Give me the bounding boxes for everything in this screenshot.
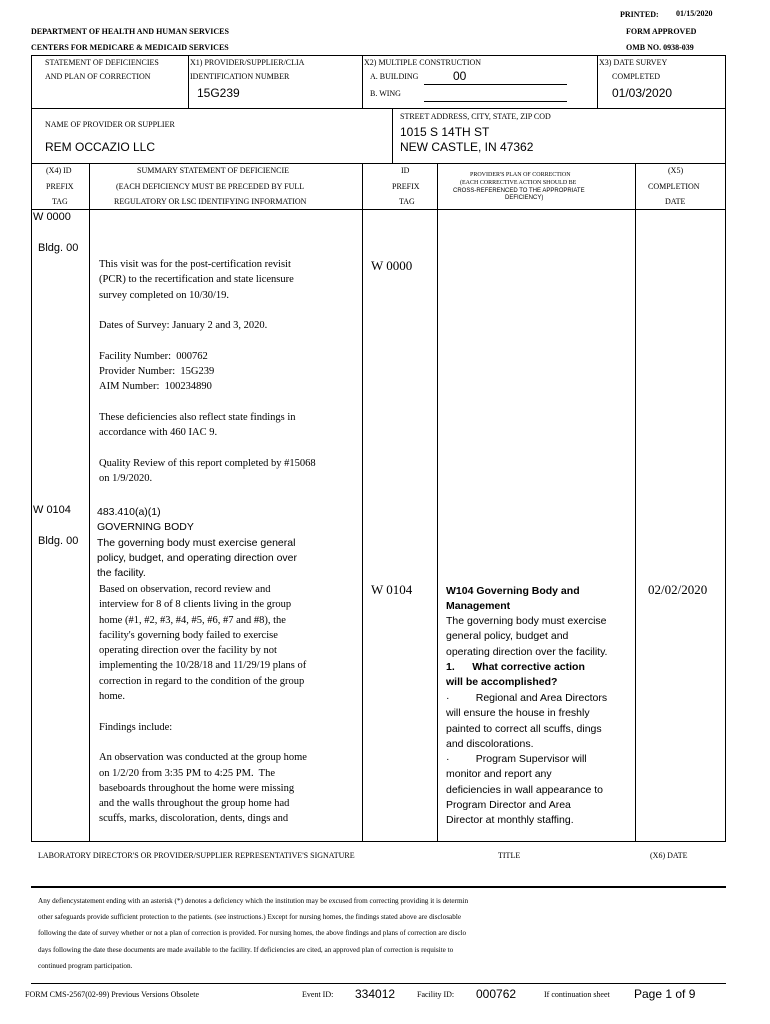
x1-label: X1) PROVIDER/SUPPLIER/CLIA xyxy=(190,58,305,67)
wing-label: B. WING xyxy=(370,89,401,98)
address-line-2: NEW CASTLE, IN 47362 xyxy=(400,140,534,154)
summary-header-1: SUMMARY STATEMENT OF DEFICIENCIE xyxy=(137,166,290,175)
disclaimer-text: Any defiencystatement ending with an asterisk (*) denotes a deficiency which the institution may be excused from correcting providing it is determin other safeguards provide sufficient protection to the patients. (see instructions.) Except for nursing homes, the findings stated above are disclosable following the date of survey whether or not a plan of correction is provided. For nursing homes, the above findings and plans of correction are disclo days following the date these documents are made available to the facility. If deficiencies are cited, an approved plan of correction is requisite to continued program participation. xyxy=(38,897,469,970)
x3-label-2: COMPLETED xyxy=(612,72,660,81)
x1-label-2: IDENTIFICATION NUMBER xyxy=(190,72,290,81)
deficiency-text-1: This visit was for the post-certification revisit (PCR) to the recertification and state licensure survey completed on 10/30/19. Dates of Survey: January 2 and 3, 2020. Facility Number: 000762 Provider Number: 15G239 AIM Number: 100234890 These deficiencies also reflect state findings in accordance with 460 IAC 9. Quality Review of this report completed by #15068 on 1/9/2020. xyxy=(99,259,316,485)
form-approved: FORM APPROVED xyxy=(626,27,697,36)
event-id-label: Event ID: xyxy=(302,990,334,999)
provider-name: REM OCCAZIO LLC xyxy=(45,140,156,154)
plan-body-1: The governing body must exercise general policy, budget and operating direction over the facility. xyxy=(446,615,608,658)
prefix-tag-w0104: W 0104 xyxy=(33,504,71,516)
building-tag-2: Bldg. 00 xyxy=(38,535,79,547)
x5-header-1: (X5) xyxy=(668,166,684,175)
printed-date: 01/15/2020 xyxy=(676,9,713,18)
department-heading: DEPARTMENT OF HEALTH AND HUMAN SERVICES xyxy=(31,27,229,36)
provider-name-label: NAME OF PROVIDER OR SUPPLIER xyxy=(45,120,175,129)
address-label: STREET ADDRESS, CITY, STATE, ZIP COD xyxy=(400,112,551,121)
printed-label: PRINTED: xyxy=(620,10,659,19)
event-id-value: 334012 xyxy=(355,987,396,1001)
x5-header-3: DATE xyxy=(665,197,686,206)
facility-id-value: 000762 xyxy=(476,987,517,1001)
plan-header-3: CROSS-REFERENCED TO THE APPROPRIATE xyxy=(453,188,585,194)
completion-date: 02/02/2020 xyxy=(648,582,708,597)
survey-completed-date: 01/03/2020 xyxy=(612,86,673,100)
title-label: TITLE xyxy=(498,851,521,860)
plan-title: W104 Governing Body and Management xyxy=(446,585,580,613)
omb-number: OMB NO. 0938-039 xyxy=(626,43,694,52)
plan-header-1: PROVIDER'S PLAN OF CORRECTION xyxy=(470,172,571,178)
regulation-text: 483.410(a)(1) GOVERNING BODY The governing body must exercise general policy, budget, and operating direction over the facility. xyxy=(97,506,298,580)
id-header-3: TAG xyxy=(399,197,415,206)
plan-label: AND PLAN OF CORRECTION xyxy=(45,72,151,81)
statement-label: STATEMENT OF DEFICIENCIES xyxy=(45,58,159,67)
building-tag-1: Bldg. 00 xyxy=(38,242,79,254)
x6-date-label: (X6) DATE xyxy=(650,851,688,860)
x4-header-2: PREFIX xyxy=(46,182,74,191)
address-line-1: 1015 S 14TH ST xyxy=(400,125,490,139)
form-number: FORM CMS-2567(02-99) Previous Versions Obsolete xyxy=(25,990,200,999)
signature-label: LABORATORY DIRECTOR'S OR PROVIDER/SUPPLIER REPRESENTATIVE'S SIGNATURE xyxy=(38,851,355,860)
x4-header-3: TAG xyxy=(52,197,68,206)
prefix-tag-w0000: W 0000 xyxy=(33,211,71,223)
plan-body-2: · Regional and Area Directors will ensure the house in freshly painted to correct all scuffs, dings and discolorations. · Program Supervisor will monitor and report any deficiencies in wall appearance to Program Director and Area Director at monthly staffing. xyxy=(446,692,608,827)
x4-header-1: (X4) ID xyxy=(46,166,72,175)
provider-number: 15G239 xyxy=(197,86,240,100)
plan-header-4: DEFICIENCY) xyxy=(505,195,544,201)
summary-header-2: (EACH DEFICIENCY MUST BE PRECEDED BY FULL xyxy=(116,182,305,191)
deficiency-text-2: Based on observation, record review and interview for 8 of 8 clients living in the group home (#1, #2, #3, #4, #5, #6, #7 and #8), the facility's governing body failed to exercise operating direction over the facility by not implementing the 10/28/18 and 11/29/19 plans of correction in regard to the condition of the group home. Findings include: An observation was conducted at the group home on 1/2/20 from 3:35 PM to 4:25 PM. The baseboards throughout the home were missing and the walls throughout the group home had scuffs, marks, discoloration, dents, dings and xyxy=(99,584,307,825)
id-header-1: ID xyxy=(401,166,410,175)
building-label: A. BUILDING xyxy=(370,72,419,81)
plan-header-2: (EACH CORRECTIVE ACTION SHOULD BE xyxy=(460,180,577,186)
summary-header-3: REGULATORY OR LSC IDENTIFYING INFORMATION xyxy=(114,197,307,206)
id-header-2: PREFIX xyxy=(392,182,420,191)
x2-label: X2) MULTIPLE CONSTRUCTION xyxy=(364,58,482,67)
facility-id-label: Facility ID: xyxy=(417,990,455,999)
centers-heading: CENTERS FOR MEDICARE & MEDICAID SERVICES xyxy=(31,43,229,52)
x5-header-2: COMPLETION xyxy=(648,182,700,191)
page-number: Page 1 of 9 xyxy=(634,987,696,1001)
id-prefix-tag-w0000: W 0000 xyxy=(371,258,413,273)
id-prefix-tag-w0104: W 0104 xyxy=(371,582,413,597)
building-value: 00 xyxy=(453,69,467,83)
continuation-label: If continuation sheet xyxy=(544,990,610,999)
x3-label: X3) DATE SURVEY xyxy=(599,58,668,67)
plan-question: 1. What corrective action will be accomplished? xyxy=(446,661,585,689)
